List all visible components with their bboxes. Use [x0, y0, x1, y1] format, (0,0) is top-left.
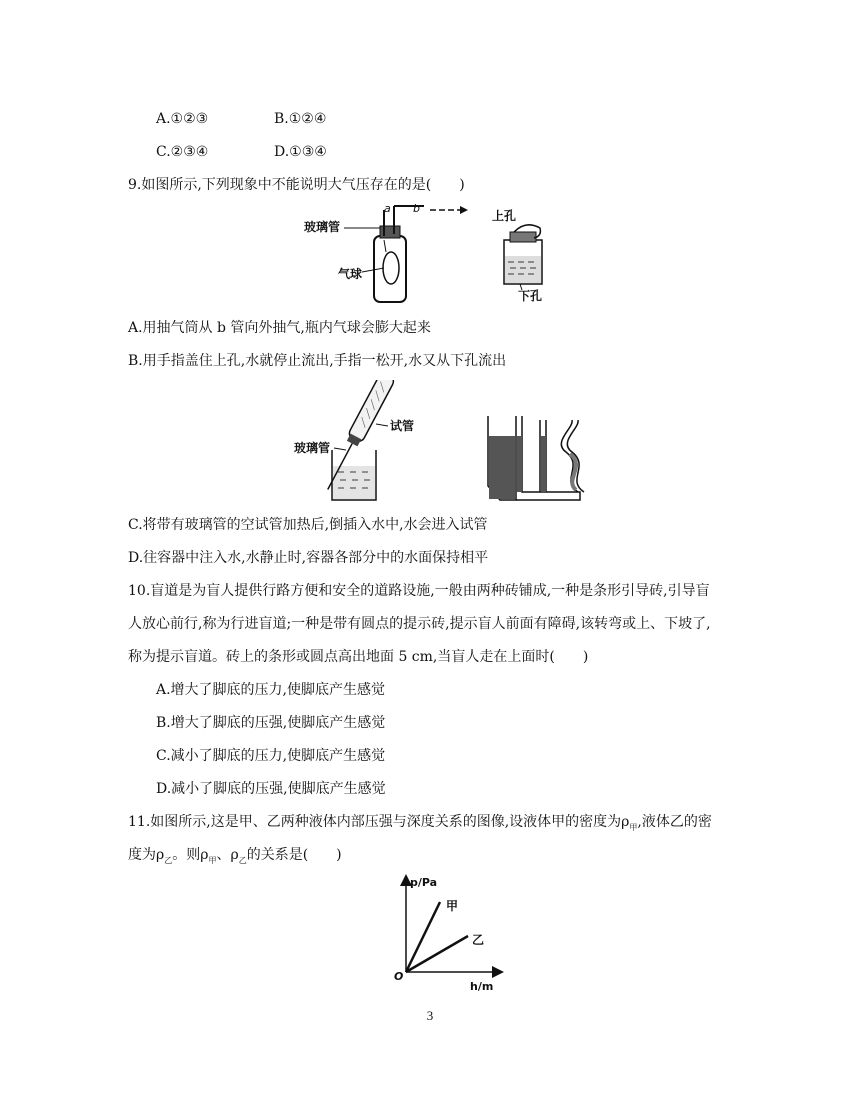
tube-label: 玻璃管 — [304, 220, 341, 234]
q8-option-b: B.①②④ — [274, 111, 327, 127]
bottom-hole-label: 下孔 — [518, 289, 543, 303]
communicating-vessels — [488, 416, 584, 500]
subscript-yi: 乙 — [238, 855, 247, 865]
q11-stem-line-1 — [128, 813, 712, 837]
page-number: 3 — [426, 1008, 434, 1023]
x-axis-label: h/m — [470, 980, 494, 993]
q11-pressure-depth-graph — [388, 872, 508, 994]
q9-stem: 9.如图所示,下列现象中不能说明大气压存在的是( ) — [128, 177, 465, 193]
label-b: b — [413, 202, 420, 215]
q9-option-c: C.将带有玻璃管的空试管加热后,倒插入水中,水会进入试管 — [128, 517, 488, 533]
q9-option-a: A.用抽气筒从 b 管向外抽气,瓶内气球会膨大起来 — [128, 320, 431, 336]
q11-text-part: 。则ρ — [172, 847, 209, 863]
y-axis-label: p/Pa — [410, 876, 438, 889]
q9-figure-2 — [290, 380, 610, 506]
q10-option-a: A.增大了脚底的压力,使脚底产生感觉 — [156, 682, 386, 698]
q11-text-part: 、ρ — [216, 847, 239, 863]
q11-text-part: ,液体乙的密 — [637, 814, 712, 830]
q9-option-d: D.往容器中注入水,水静止时,容器各部分中的水面保持相平 — [128, 550, 489, 566]
q11-text-part: 的关系是( ) — [246, 847, 342, 863]
subscript-jia: 甲 — [629, 822, 638, 832]
test-tube-label: 试管 — [390, 419, 415, 433]
balloon — [383, 252, 399, 284]
q11-text-part: 度为ρ — [128, 847, 165, 863]
balloon-label: 气球 — [338, 267, 363, 281]
q10-option-c: C.减小了脚底的压力,使脚底产生感觉 — [156, 748, 386, 764]
series-yi-label: 乙 — [472, 933, 485, 947]
glass-tube-label: 玻璃管 — [294, 441, 331, 455]
origin-label: O — [394, 970, 404, 983]
subscript-yi: 乙 — [164, 855, 173, 865]
q10-stem-line-2: 人放心前行,称为行进盲道;一种是带有圆点的提示砖,提示盲人前面有障碍,该转弯或上、下坡了, — [128, 616, 711, 632]
q10-option-d: D.减小了脚底的压强,使脚底产生感觉 — [156, 781, 386, 797]
q11-stem-line-2 — [128, 846, 342, 870]
label-a: a — [384, 202, 391, 215]
series-jia-label: 甲 — [446, 899, 459, 913]
q10-option-b: B.增大了脚底的压强,使脚底产生感觉 — [156, 715, 386, 731]
top-hole-label: 上孔 — [492, 209, 517, 223]
subscript-jia: 甲 — [208, 855, 217, 865]
q9-figure-1 — [300, 200, 560, 306]
q8-option-c: C.②③④ — [156, 144, 209, 160]
q8-option-d: D.①③④ — [274, 144, 327, 160]
q10-stem-line-1: 10.盲道是为盲人提供行路方便和安全的道路设施,一般由两种砖铺成,一种是条形引导砖,引导盲 — [128, 583, 710, 599]
q10-stem-line-3: 称为提示盲道。砖上的条形或圆点高出地面 5 cm,当盲人走在上面时( ) — [128, 649, 589, 665]
q9-option-b: B.用手指盖住上孔,水就停止流出,手指一松开,水又从下孔流出 — [128, 353, 507, 369]
q11-text-part: 11.如图所示,这是甲、乙两种液体内部压强与深度关系的图像,设液体甲的密度为ρ — [128, 814, 630, 830]
q8-option-a: A.①②③ — [156, 111, 209, 127]
bottle-cap — [510, 232, 536, 242]
